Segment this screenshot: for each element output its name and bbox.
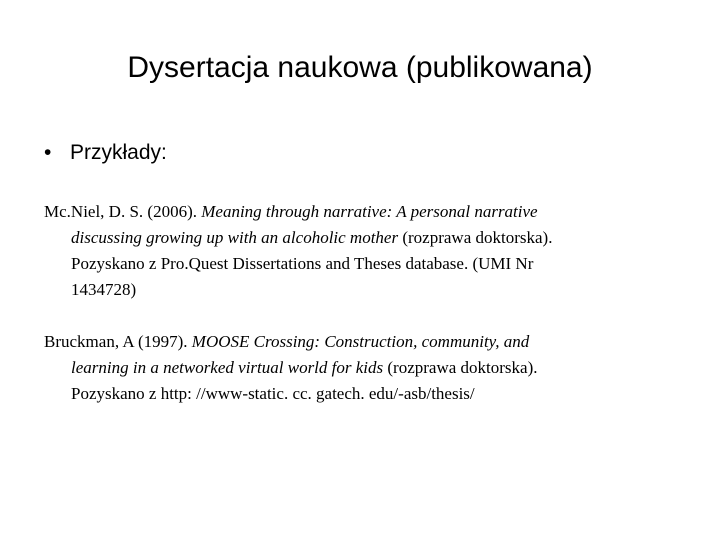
- reference-text: Pozyskano z http: //www-static. cc. gatech. edu/-asb/thesis/: [71, 384, 475, 403]
- reference-line: [44, 329, 644, 355]
- reference-title-italic: Meaning through narrative: A personal narrative: [201, 202, 538, 221]
- bullet-text: Przykłady:: [70, 141, 167, 164]
- reference-dissertation-1: [44, 199, 644, 303]
- reference-text: Mc.Niel, D. S. (2006).: [44, 202, 202, 221]
- reference-line: [44, 355, 644, 381]
- reference-text: (rozprawa doktorska).: [383, 358, 538, 377]
- reference-text: (rozprawa doktorska).: [398, 228, 553, 247]
- reference-line: [44, 251, 644, 277]
- reference-dissertation-2: [44, 329, 644, 407]
- reference-line: [44, 225, 644, 251]
- slide-title: Dysertacja naukowa (publikowana): [127, 51, 593, 84]
- reference-line: [44, 277, 644, 303]
- reference-title-italic: MOOSE Crossing: Construction, community, and: [191, 332, 530, 351]
- reference-text: Pozyskano z Pro.Quest Dissertations and Theses database. (UMI Nr: [71, 254, 534, 273]
- bullet-mark: •: [44, 141, 52, 164]
- reference-text: 1434728): [71, 280, 137, 299]
- reference-title-italic: discussing growing up with an alcoholic mother: [71, 228, 399, 247]
- reference-line: [44, 199, 644, 225]
- reference-line: [44, 381, 644, 407]
- bullet-item: [44, 138, 167, 168]
- reference-text: Bruckman, A (1997).: [44, 332, 192, 351]
- reference-title-italic: learning in a networked virtual world for kids: [71, 358, 384, 377]
